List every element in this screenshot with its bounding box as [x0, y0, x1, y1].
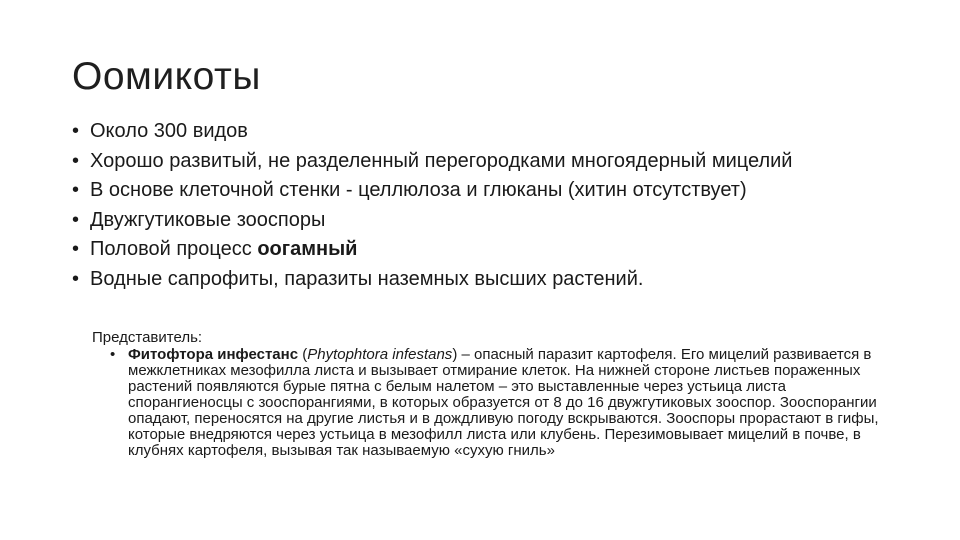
bullet-text: Хорошо развитый, не разделенный перегородками многоядерный мицелий [90, 149, 793, 172]
bullet-item [72, 150, 872, 172]
bullet-text: В основе клеточной стенки - целлюлоза и глюканы (хитин отсутствует) [90, 179, 747, 201]
bullet-marker: • [72, 149, 80, 172]
bullet-text: Около 300 видов [90, 120, 248, 142]
representative-label: Представитель: [92, 329, 203, 346]
bullet-text: Двужгутиковые зооспоры [90, 208, 326, 231]
bullet-item [72, 179, 872, 201]
bullet-item [72, 238, 872, 260]
representative-item [92, 347, 892, 459]
bullet-marker: • [72, 179, 80, 201]
bullet-text-prefix: Половой процесс [90, 238, 258, 260]
representative-latin-name: Phytophtora infestans [307, 346, 453, 363]
bullet-text-bold: оогамный [257, 238, 358, 260]
bullet-text: Водные сапрофиты, паразиты наземных высших растений. [90, 267, 644, 290]
bullet-item [72, 268, 872, 290]
representative-block [92, 330, 892, 459]
bullet-list [72, 120, 872, 297]
slide-title: Оомикоты [72, 55, 261, 98]
bullet-marker: • [72, 267, 80, 290]
bullet-marker: • [72, 238, 80, 260]
bullet-item [72, 120, 872, 142]
bullet-marker: • [72, 120, 80, 142]
representative-paren: ( [298, 346, 308, 363]
representative-description: ) – опасный паразит картофеля. Его мицелий развивается в межклетниках мезофилла листа и вызывает отмирание клеток. На нижней стороне листьев пораженных растений появляются бурые пятна с белым налетом – это выставленные через устьица листа спорангиеносцы с зооспорангиями, в которых образуется от 8 до 16 двужгутиковых зооспор. Зооспорангии опадают, переносятся на другие листья и в дождливую погоду вскрываются. Зооспоры прорастают в гифы, которые внедряются через устьица в мезофилл листа или клубень. Перезимовывает мицелий в почве, в клубнях картофеля, вызывая так называемую «сухую гниль» [128, 346, 879, 459]
bullet-item [72, 209, 872, 231]
bullet-marker: • [72, 208, 80, 231]
representative-name: Фитофтора инфестанс [128, 346, 299, 363]
bullet-marker: • [110, 346, 116, 363]
